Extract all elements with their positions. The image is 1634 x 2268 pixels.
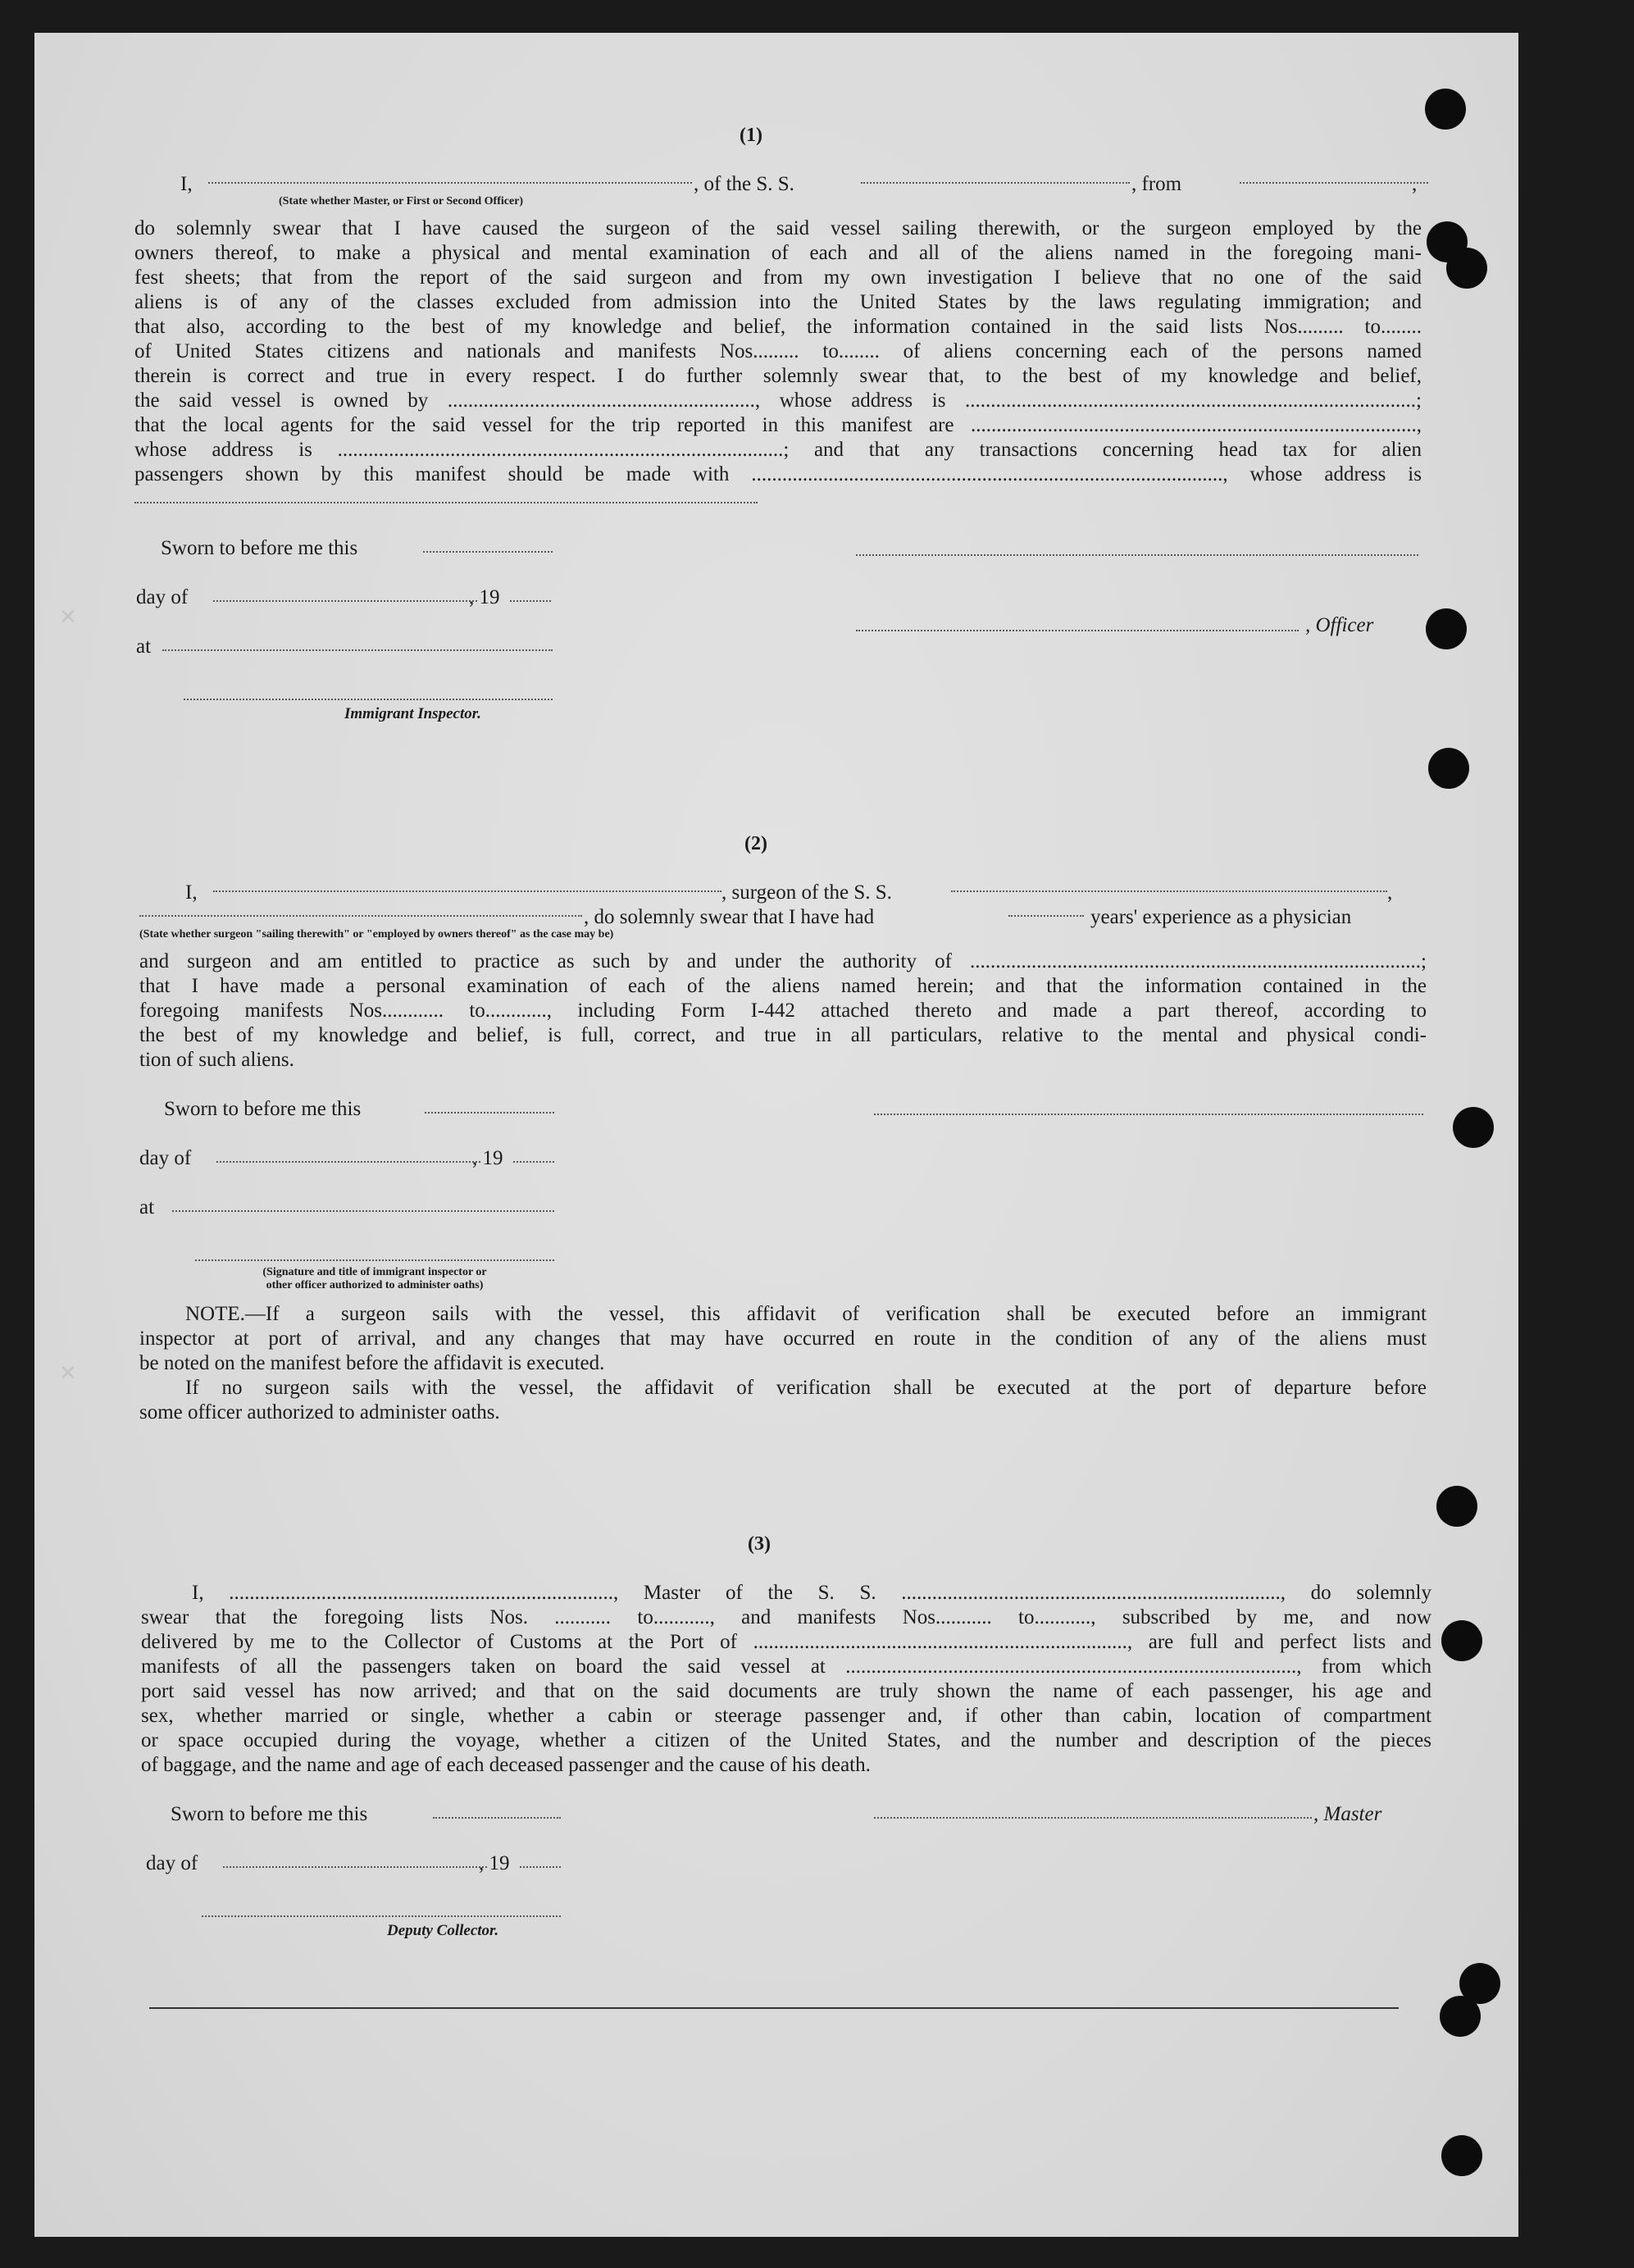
- section2-at-label: at: [139, 1196, 155, 1218]
- punch-hole: [1425, 89, 1466, 130]
- section3-day-of-label: day of: [146, 1852, 198, 1874]
- section2-oath-paragraph: and surgeon and am entitled to practice as such by and under the authority of ........................................................................................; that I have made a personal examination of each of the aliens named herein; and that the information contained in the foregoing manifests Nos............ to............, including Form I-442 attached thereto and made a part thereof, according to the best of my knowledge and belief, is full, correct, and true in all particulars, relative to the mental and physical condi- tion of such aliens.: [139, 950, 1427, 1071]
- section2-sworn-label: Sworn to before me this: [164, 1098, 362, 1120]
- section3-sworn-label: Sworn to before me this: [171, 1803, 368, 1825]
- punch-hole: [1441, 2135, 1482, 2176]
- section2-signature-note: (Signature and title of immigrant inspector or other officer authorized to administer oaths): [262, 1266, 487, 1291]
- section3-sworn-date-field[interactable]: [433, 1817, 561, 1819]
- section3-oath-paragraph: I, ..........................................................................., Master of the S. S. .........................................................................., do solemnly swear that the foregoing lists Nos. ........... to..........., and manifests Nos........... to..........., subscribed by me, and now delivered by me to the Collector of Customs at the Port of ........................................................................., are full and perfect lists and manifests of all the passengers taken on board the said vessel at ........................................................................................, from which port said vessel has now arrived; and that on the said documents are truly shown the name of each passenger, his age and sex, whether married or single, whether a cabin or steerage passenger and, if other than cabin, location of compartment or space occupied during the voyage, whether a citizen of the United States, and the number and description of the pieces of baggage, and the name and age of each deceased passenger and the cause of his death.: [141, 1582, 1431, 1776]
- section1-inspector-label: Immigrant Inspector.: [344, 705, 481, 722]
- bleed-through-mark: ✕: [59, 1361, 77, 1385]
- section1-at-field[interactable]: [162, 649, 553, 651]
- section2-signature-line[interactable]: [874, 1114, 1423, 1115]
- section-number-3: (3): [748, 1533, 771, 1555]
- section3-collector-label: Deputy Collector.: [387, 1922, 499, 1939]
- section2-note: NOTE.—If a surgeon sails with the vessel, this affidavit of verification shall be executed before an immigrant inspector at port of arrival, and any changes that may have occurred en route in the condition of any of the aliens must be noted on the manifest before the affidavit is executed.: [139, 1303, 1427, 1374]
- punch-hole: [1453, 1107, 1494, 1148]
- section-number-2: (2): [744, 833, 767, 854]
- section1-inspector-signature-line[interactable]: [184, 699, 553, 700]
- section1-year-field[interactable]: [510, 600, 551, 602]
- section2-sworn-date-field[interactable]: [425, 1112, 554, 1114]
- from-port-field[interactable]: [1240, 182, 1428, 184]
- section2-day-of-label: day of: [139, 1147, 192, 1169]
- section1-sub-note: (State whether Master, or First or Second Officer): [279, 195, 524, 207]
- years-experience-field[interactable]: [1008, 915, 1084, 917]
- section1-officer-signature-line[interactable]: [856, 554, 1418, 556]
- section1-officer-label: , Officer: [1305, 614, 1374, 636]
- punch-hole: [1436, 1486, 1477, 1527]
- section2-year-label: , 19: [472, 1147, 503, 1169]
- surgeon-status-field[interactable]: [139, 915, 582, 917]
- section1-day-of-label: day of: [136, 586, 189, 608]
- bottom-rule: [149, 2007, 1399, 2009]
- section3-year-field[interactable]: [520, 1866, 561, 1868]
- section1-sworn-date-field[interactable]: [423, 551, 553, 553]
- section2-header-line: I, , surgeon of the S. S. ,: [185, 881, 1393, 904]
- section-number-1: (1): [740, 125, 762, 146]
- officer-name-field[interactable]: [208, 182, 692, 184]
- section2-at-field[interactable]: [172, 1210, 554, 1212]
- section2-second-line: , do solemnly swear that I have had years' experience as a physician: [139, 905, 1427, 930]
- section2-inspector-signature-line[interactable]: [195, 1259, 554, 1261]
- section1-sworn-label: Sworn to before me this: [161, 537, 358, 559]
- punch-hole: [1440, 1996, 1481, 2037]
- punch-hole: [1428, 748, 1469, 789]
- section2-day-field[interactable]: [216, 1161, 480, 1163]
- section1-day-field[interactable]: [213, 600, 477, 602]
- section3-year-label: , 19: [479, 1852, 510, 1874]
- section1-year-label: , 19: [469, 586, 500, 608]
- section3-master-signature-line[interactable]: [874, 1817, 1312, 1819]
- section3-master-label: , Master: [1313, 1803, 1382, 1825]
- section2-year-field[interactable]: [513, 1161, 554, 1163]
- section1-officer-line[interactable]: [856, 630, 1299, 631]
- vessel-name-field[interactable]: [861, 182, 1130, 184]
- punch-hole: [1441, 1620, 1482, 1661]
- document-page: [34, 33, 1518, 2237]
- punch-hole: [1426, 608, 1467, 649]
- section3-day-field[interactable]: [223, 1866, 487, 1868]
- agent-address-field[interactable]: [134, 502, 758, 503]
- section2-sub-note: (State whether surgeon "sailing therewith" or "employed by owners thereof" as the case may be): [139, 928, 614, 940]
- section2-vessel-field[interactable]: [951, 890, 1387, 892]
- section1-at-label: at: [136, 635, 152, 658]
- section1-oath-paragraph: do solemnly swear that I have caused the surgeon of the said vessel sailing therewith, or the surgeon employed by the owners thereof, to make a physical and mental examination of each and all of the aliens named in the foregoing mani- fest sheets; that from the report of the said surgeon and from my own investigation I believe that no one of the said aliens is of any of the classes excluded from admission into the United States by the laws regulating immigration; and that also, according to the best of my knowledge and belief, the information contained in the said lists Nos......... to........ of United States citizens and nationals and manifests Nos......... to........ of aliens concerning each of the persons named therein is correct and true in every respect. I do further solemnly swear that, to the best of my knowledge and belief, the said vessel is owned by ............................................................, whose address is ........................................................................................; that the local agents for the said vessel for the trip reported in this manifest are ......................................................................................., whose address is .......................................................................................; and that any transactions concerning head tax for alien passengers shown by this manifest should be made with ............................................................................................, whose address is: [134, 217, 1422, 485]
- section3-collector-signature-line[interactable]: [202, 1915, 561, 1917]
- surgeon-name-field[interactable]: [213, 890, 721, 892]
- bleed-through-mark: ✕: [59, 605, 77, 629]
- punch-hole: [1446, 248, 1487, 289]
- section1-header-line: I, , of the S. S. , from ,: [180, 172, 1418, 197]
- section2-note-2: If no surgeon sails with the vessel, the affidavit of verification shall be executed at the port of departure before some officer authorized to administer oaths.: [139, 1377, 1427, 1423]
